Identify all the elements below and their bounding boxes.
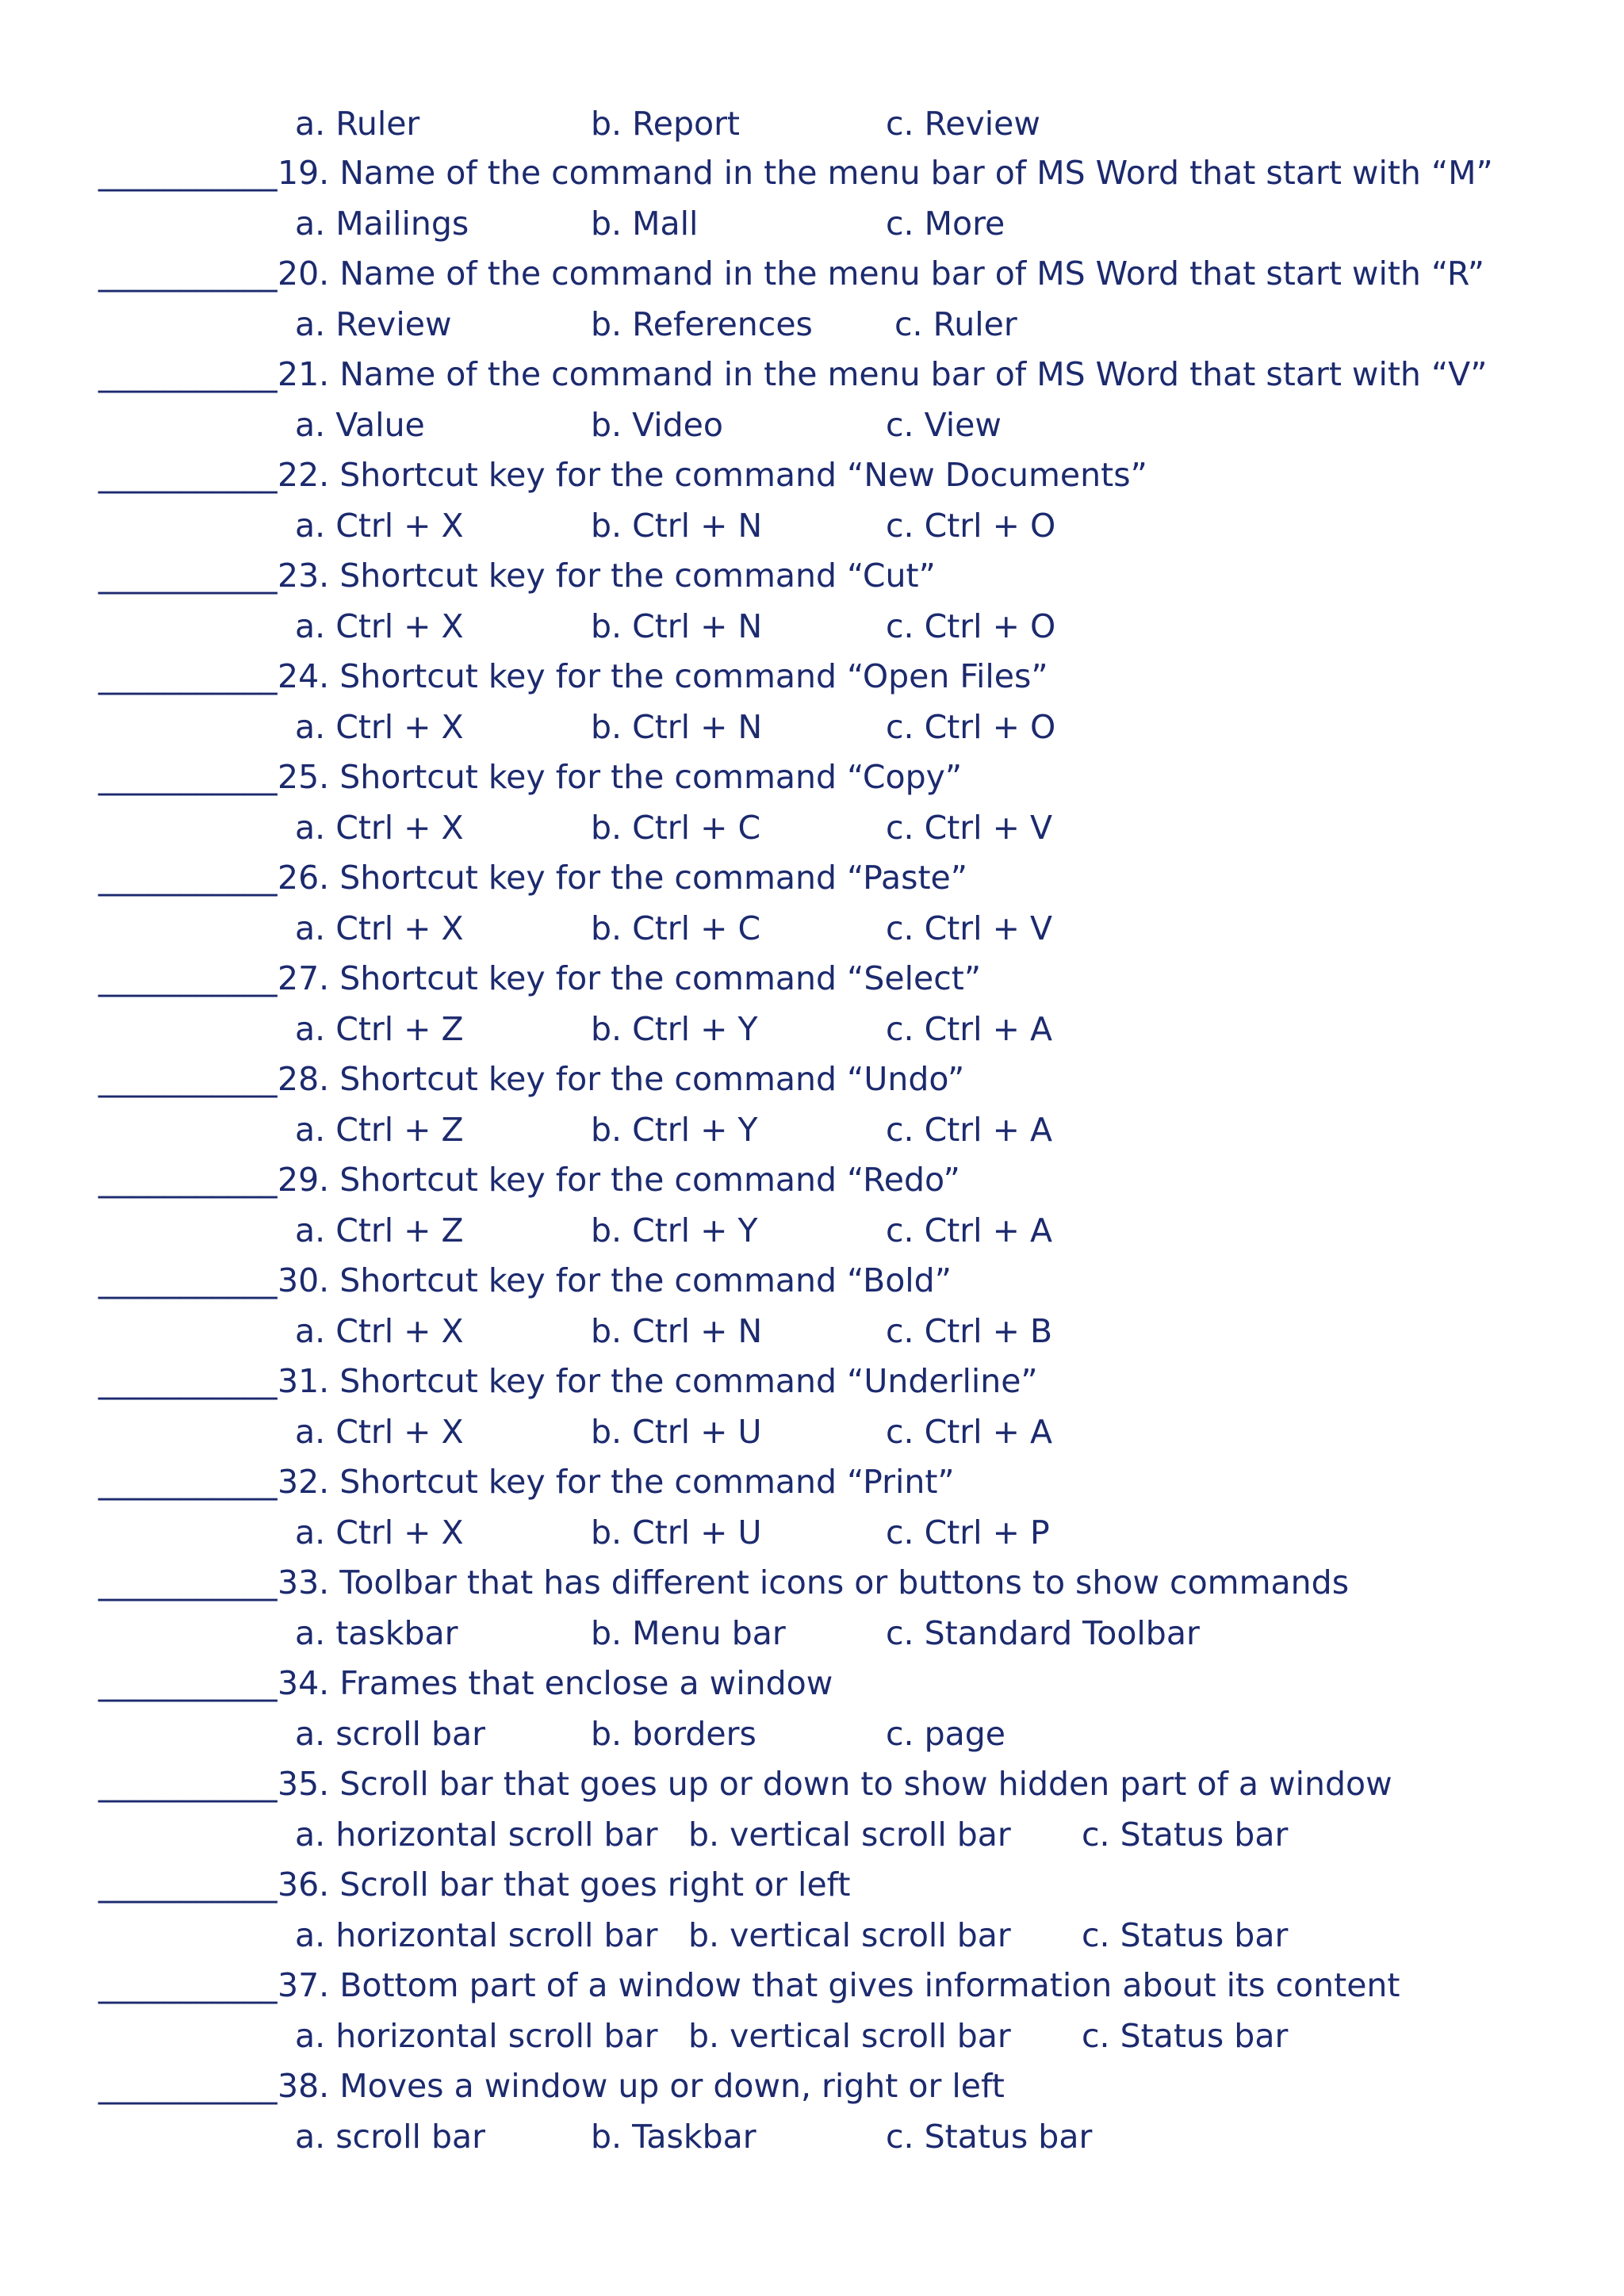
- answer-blank[interactable]: ___________: [98, 154, 278, 192]
- option-c: c. Ctrl + V: [886, 809, 1053, 847]
- option-c: c. Ctrl + O: [886, 507, 1056, 545]
- option-b: b. Mall: [591, 205, 699, 243]
- answer-blank[interactable]: ___________: [98, 1362, 278, 1400]
- answer-blank[interactable]: ___________: [98, 1563, 278, 1601]
- option-b: b. Ctrl + U: [591, 1513, 762, 1552]
- option-a: a. horizontal scroll bar: [295, 2017, 658, 2055]
- option-a: a. Ctrl + X: [295, 909, 464, 947]
- option-c: c. Status bar: [1082, 1816, 1289, 1854]
- option-a: a. scroll bar: [295, 2118, 485, 2156]
- option-c: c. More: [886, 205, 1005, 243]
- option-b: b. vertical scroll bar: [688, 2017, 1011, 2055]
- option-c: c. page: [886, 1715, 1006, 1753]
- answer-blank[interactable]: ___________: [98, 1966, 278, 2004]
- answer-blank[interactable]: ___________: [98, 657, 278, 695]
- option-c: c. Status bar: [886, 2118, 1093, 2156]
- option-b: b. Ctrl + U: [591, 1413, 762, 1451]
- options-row-18: [0, 98, 1040, 149]
- question-text: 34. Frames that enclose a window: [278, 1664, 833, 1702]
- option-c: c. Standard Toolbar: [886, 1614, 1200, 1652]
- question-text: 19. Name of the command in the menu bar of MS Word that start with “M”: [278, 154, 1493, 192]
- question-text: 24. Shortcut key for the command “Open Files”: [278, 657, 1048, 695]
- question-text: 27. Shortcut key for the command “Select”: [278, 959, 982, 997]
- answer-blank[interactable]: ___________: [98, 557, 278, 595]
- option-b: b. vertical scroll bar: [688, 1916, 1011, 1954]
- option-a: a. horizontal scroll bar: [295, 1916, 658, 1954]
- option-c: c. Ctrl + P: [886, 1513, 1050, 1552]
- option-a: a. Ctrl + Z: [295, 1211, 464, 1249]
- question-text: 30. Shortcut key for the command “Bold”: [278, 1261, 952, 1299]
- option-a: a. Ctrl + Z: [295, 1111, 464, 1149]
- option-c: c. Ctrl + V: [886, 909, 1053, 947]
- option-b: b. Ctrl + C: [591, 809, 761, 847]
- answer-blank[interactable]: ___________: [98, 254, 278, 293]
- option-a: a. Ctrl + X: [295, 1312, 464, 1350]
- option-a: a. taskbar: [295, 1614, 458, 1652]
- option-b: b. Ctrl + N: [591, 708, 763, 746]
- option-a: a. scroll bar: [295, 1715, 485, 1753]
- option-a: a. Ctrl + Z: [295, 1010, 464, 1048]
- question-text: 21. Name of the command in the menu bar of MS Word that start with “V”: [278, 355, 1488, 393]
- option-a: a. Ctrl + X: [295, 708, 464, 746]
- question-text: 25. Shortcut key for the command “Copy”: [278, 758, 963, 796]
- option-b: b. Report: [591, 105, 741, 143]
- question-text: 37. Bottom part of a window that gives information about its content: [278, 1966, 1400, 2004]
- option-b: b. References: [591, 305, 813, 343]
- question-text: 31. Shortcut key for the command “Underline”: [278, 1362, 1038, 1400]
- option-a: a. Ctrl + X: [295, 507, 464, 545]
- option-b: b. Taskbar: [591, 2118, 756, 2156]
- answer-blank[interactable]: ___________: [98, 1161, 278, 1199]
- option-c: c. Ctrl + A: [886, 1111, 1053, 1149]
- option-c: c. Ctrl + B: [886, 1312, 1053, 1350]
- answer-blank[interactable]: ___________: [98, 1765, 278, 1803]
- option-a: a. Ruler: [295, 105, 420, 143]
- question-text: 20. Name of the command in the menu bar of MS Word that start with “R”: [278, 254, 1485, 293]
- option-c: c. Ruler: [894, 305, 1017, 343]
- option-b: b. Menu bar: [591, 1614, 786, 1652]
- question-text: 23. Shortcut key for the command “Cut”: [278, 557, 936, 595]
- option-b: b. vertical scroll bar: [688, 1816, 1011, 1854]
- option-b: b. Video: [591, 406, 723, 444]
- option-c: c. Ctrl + A: [886, 1010, 1053, 1048]
- answer-blank[interactable]: ___________: [98, 959, 278, 997]
- option-a: a. Ctrl + X: [295, 809, 464, 847]
- option-b: b. Ctrl + N: [591, 1312, 763, 1350]
- option-c: c. Ctrl + A: [886, 1211, 1053, 1249]
- option-b: b. Ctrl + N: [591, 507, 763, 545]
- option-c: c. Ctrl + O: [886, 708, 1056, 746]
- option-b: b. Ctrl + Y: [591, 1211, 758, 1249]
- option-b: b. Ctrl + C: [591, 909, 761, 947]
- option-a: a. Review: [295, 305, 452, 343]
- answer-blank[interactable]: ___________: [98, 355, 278, 393]
- answer-blank[interactable]: ___________: [98, 859, 278, 897]
- option-a: a. Ctrl + X: [295, 1413, 464, 1451]
- option-b: b. Ctrl + Y: [591, 1111, 758, 1149]
- option-b: b. borders: [591, 1715, 756, 1753]
- answer-blank[interactable]: ___________: [98, 456, 278, 494]
- answer-blank[interactable]: ___________: [98, 1866, 278, 1904]
- option-c: c. Ctrl + O: [886, 607, 1056, 645]
- answer-blank[interactable]: ___________: [98, 1261, 278, 1299]
- question-text: 28. Shortcut key for the command “Undo”: [278, 1060, 965, 1098]
- option-c: c. Ctrl + A: [886, 1413, 1053, 1451]
- answer-blank[interactable]: ___________: [98, 758, 278, 796]
- answer-blank[interactable]: ___________: [98, 1060, 278, 1098]
- option-b: b. Ctrl + Y: [591, 1010, 758, 1048]
- question-text: 22. Shortcut key for the command “New Documents”: [278, 456, 1147, 494]
- option-a: a. Ctrl + X: [295, 607, 464, 645]
- answer-blank[interactable]: ___________: [98, 1664, 278, 1702]
- question-text: 26. Shortcut key for the command “Paste”: [278, 859, 967, 897]
- option-c: c. Status bar: [1082, 2017, 1289, 2055]
- option-a: a. Mailings: [295, 205, 469, 243]
- question-text: 32. Shortcut key for the command “Print”: [278, 1463, 955, 1501]
- option-c: c. Review: [886, 105, 1040, 143]
- option-a: a. Value: [295, 406, 425, 444]
- option-b: b. Ctrl + N: [591, 607, 763, 645]
- option-a: a. Ctrl + X: [295, 1513, 464, 1552]
- answer-blank[interactable]: ___________: [98, 2067, 278, 2105]
- option-c: c. View: [886, 406, 1002, 444]
- option-c: c. Status bar: [1082, 1916, 1289, 1954]
- answer-blank[interactable]: ___________: [98, 1463, 278, 1501]
- question-text: 33. Toolbar that has different icons or buttons to show commands: [278, 1563, 1350, 1601]
- question-text: 38. Moves a window up or down, right or left: [278, 2067, 1005, 2105]
- option-a: a. horizontal scroll bar: [295, 1816, 658, 1854]
- question-text: 35. Scroll bar that goes up or down to show hidden part of a window: [278, 1765, 1392, 1803]
- question-text: 29. Shortcut key for the command “Redo”: [278, 1161, 960, 1199]
- question-text: 36. Scroll bar that goes right or left: [278, 1866, 851, 1904]
